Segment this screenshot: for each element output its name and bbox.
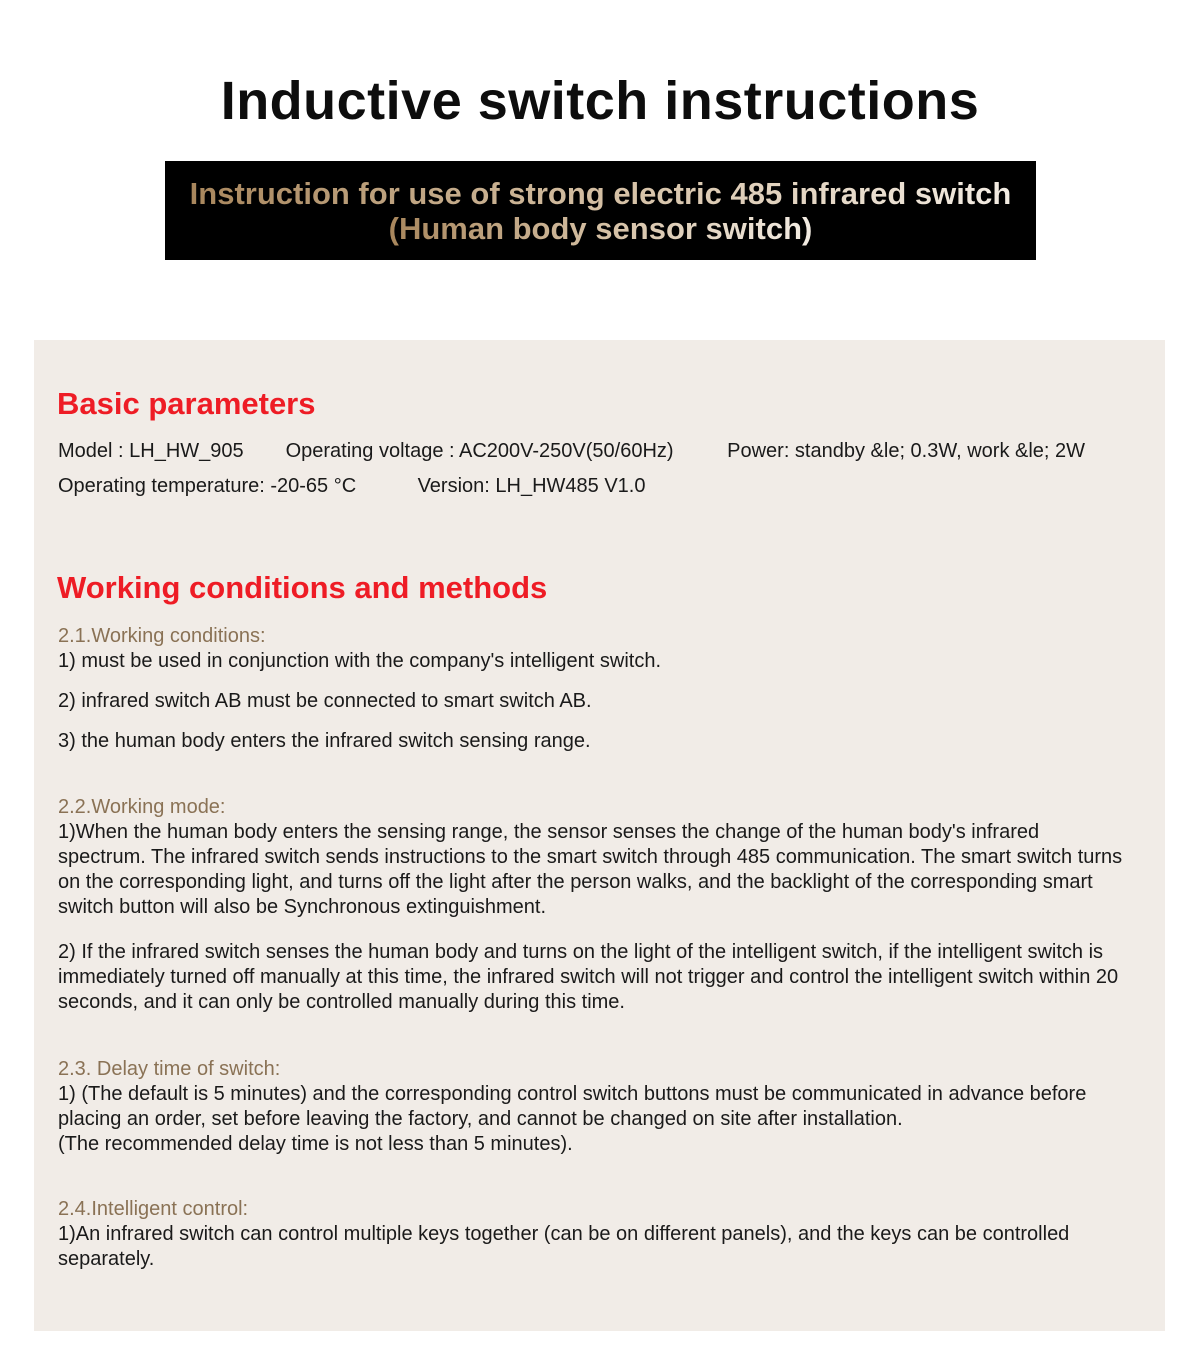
banner-line-1: Instruction for use of strong electric 485 infrared switch: [189, 175, 1012, 211]
temperature-value: Operating temperature: -20-65 °C: [58, 475, 357, 497]
page-title: Inductive switch instructions: [220, 71, 980, 131]
delay-time-label: 2.3. Delay time of switch:: [58, 1058, 281, 1080]
condition-item: 2) infrared switch AB must be connected to smart switch AB.: [58, 690, 592, 712]
working-conditions-label: 2.1.Working conditions:: [58, 625, 266, 647]
parameters-row-2: [58, 475, 645, 498]
model-value: Model : LH_HW_905: [58, 440, 244, 462]
intelligent-control-label: 2.4.Intelligent control:: [58, 1198, 249, 1220]
working-conditions-heading: Working conditions and methods: [57, 570, 548, 605]
mode-item: 2) If the infrared switch senses the human body and turns on the light of the intelligent switch, if the intelligent switch is immediately turned off manually at this time, the infrared switch will not trigger and control the intelligent switch within 20 seconds, and it can only be controlled manually during this time.: [58, 941, 1119, 1013]
basic-parameters-heading: Basic parameters: [57, 386, 316, 421]
subtitle-banner: [165, 161, 1036, 260]
power-value: Power: standby &le; 0.3W, work &le; 2W: [727, 440, 1086, 462]
condition-item: 1) must be used in conjunction with the company's intelligent switch.: [58, 650, 662, 672]
parameters-row-1: [58, 440, 1085, 463]
delay-item: (The recommended delay time is not less than 5 minutes).: [58, 1133, 573, 1155]
condition-item: 3) the human body enters the infrared switch sensing range.: [58, 730, 591, 752]
voltage-value: Operating voltage : AC200V-250V(50/60Hz): [285, 440, 674, 462]
banner-line-2: (Human body sensor switch): [388, 210, 813, 246]
mode-item: 1)When the human body enters the sensing range, the sensor senses the change of the human body's infrared spectrum. The infrared switch sends instructions to the smart switch through 485 communication. The smart switch turns on the corresponding light, and turns off the light after the person walks, and the backlight of the corresponding smart switch button will also be Synchronous extinguishment.: [58, 821, 1123, 918]
working-mode-label: 2.2.Working mode:: [58, 796, 226, 818]
control-item: 1)An infrared switch can control multiple keys together (can be on different panels), and the keys can be controlled separately.: [58, 1223, 1070, 1270]
delay-item: 1) (The default is 5 minutes) and the corresponding control switch buttons must be communicated in advance before placing an order, set before leaving the factory, and cannot be changed on site after installation.: [58, 1083, 1087, 1130]
version-value: Version: LH_HW485 V1.0: [417, 475, 646, 497]
